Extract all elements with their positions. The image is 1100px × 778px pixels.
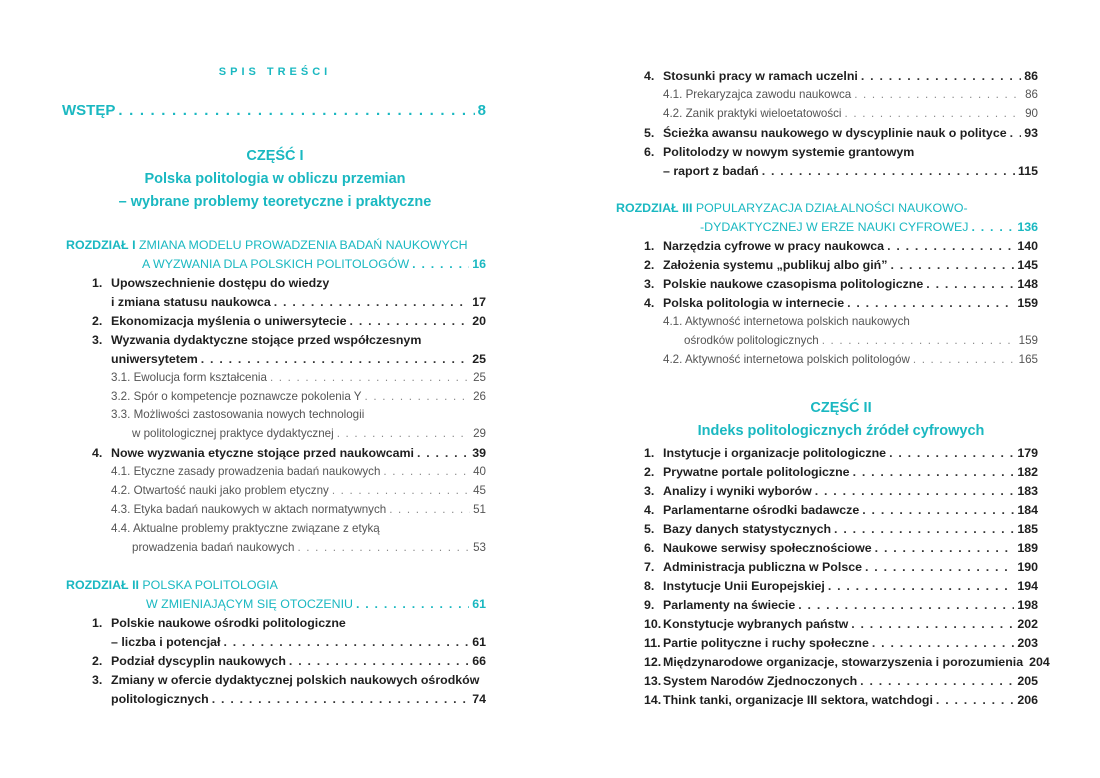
entry-page: 159 <box>1018 334 1038 347</box>
entry-page: 203 <box>1017 636 1038 650</box>
entry-title-line2: – raport z badań <box>663 164 759 178</box>
toc-entry-1-3-1[interactable] <box>111 371 486 384</box>
entry-number: 4. <box>644 296 655 310</box>
entry-title-line2: uniwersytetem <box>111 352 198 366</box>
entry-number: 8. <box>644 579 655 593</box>
entry-number: 3. <box>644 484 655 498</box>
toc-entry-index-7[interactable] <box>644 560 1038 574</box>
dot-leader <box>926 277 1014 291</box>
entry-title-line2: prowadzenia badań naukowych <box>132 541 295 554</box>
entry-number: 4.3. <box>111 503 131 516</box>
entry-number: 3.2. <box>111 390 131 403</box>
entry-page: 93 <box>1024 126 1038 140</box>
dot-leader <box>270 371 470 384</box>
entry-number: 11. <box>644 636 661 650</box>
entry-title: Polskie naukowe czasopisma politologiczne <box>663 277 924 291</box>
entry-page: 86 <box>1024 69 1038 83</box>
dot-leader <box>337 427 470 440</box>
toc-entry-index-4[interactable] <box>644 503 1038 517</box>
dot-leader <box>890 258 1014 272</box>
dot-leader <box>332 484 470 497</box>
toc-entry-index-12[interactable] <box>644 655 1050 669</box>
toc-entry-1-3[interactable] <box>111 352 486 366</box>
entry-title: Instytucje Unii Europejskiej <box>663 579 825 593</box>
part-1-label: CZĘŚĆ I <box>246 148 304 164</box>
entry-page: 115 <box>1018 164 1038 178</box>
entry-page: 159 <box>1017 296 1038 310</box>
entry-title: System Narodów Zjednoczonych <box>663 674 858 688</box>
entry-title: Spór o kompetencje poznawcze pokolenia Y <box>133 390 362 403</box>
toc-entry-1-3-line1[interactable] <box>92 333 421 347</box>
entry-title-line2: ośrodków politologicznych <box>684 334 819 347</box>
dot-leader <box>875 541 1015 555</box>
chapter-1-page: 16 <box>472 257 486 271</box>
dot-leader <box>865 560 1014 574</box>
chapter-1-prefix: ROZDZIAŁ I <box>66 238 136 252</box>
entry-number: 3.1. <box>111 371 131 384</box>
dot-leader <box>847 296 1014 310</box>
entry-number: 3. <box>92 333 103 347</box>
chapter-3-title-line2: -DYDAKTYCZNEJ W ERZE NAUKI CYFROWEJ <box>700 220 969 234</box>
toc-entry-1-4-2[interactable] <box>111 484 486 497</box>
intro-page: 8 <box>477 102 486 119</box>
entry-number: 4.2. <box>111 484 131 497</box>
toc-heading: SPIS TREŚCI <box>218 66 332 78</box>
dot-leader <box>297 541 470 554</box>
entry-page: 148 <box>1017 277 1038 291</box>
dot-leader <box>815 484 1015 498</box>
entry-number: 3. <box>92 673 103 687</box>
toc-entry-index-1[interactable] <box>644 446 1038 460</box>
entry-number: 9. <box>644 598 655 612</box>
entry-page: 45 <box>473 484 486 497</box>
toc-entry-2-4-2[interactable] <box>663 107 1038 120</box>
dot-leader <box>913 353 1016 366</box>
dot-leader <box>1010 126 1022 140</box>
entry-title-line2: politologicznych <box>111 692 209 706</box>
dot-leader <box>854 88 1022 101</box>
toc-entry-2-4-1[interactable] <box>663 88 1038 101</box>
dot-leader <box>762 164 1015 178</box>
toc-entry-3-1[interactable] <box>644 239 1038 253</box>
dot-leader <box>798 598 1014 612</box>
entry-page: 40 <box>473 465 486 478</box>
entry-title: Aktywność internetowa polskich politologów <box>684 353 910 366</box>
part-2-title: Indeks politologicznych źródeł cyfrowych <box>697 423 985 439</box>
dot-leader <box>223 635 469 649</box>
dot-leader <box>350 314 470 328</box>
dot-leader <box>845 107 1023 120</box>
entry-title: Nowe wyzwania etyczne stojące przed naukowcami <box>111 446 414 460</box>
chapter-1-title-line1: ZMIANA MODELU PROWADZENIA BADAŃ NAUKOWYCH <box>138 238 468 252</box>
dot-leader <box>383 465 470 478</box>
toc-entry-1-4-4-line1[interactable] <box>111 522 380 535</box>
entry-number: 4. <box>92 446 103 460</box>
chapter-1-heading-line2[interactable] <box>142 257 486 271</box>
chapter-3-heading[interactable] <box>616 201 968 215</box>
entry-page: 182 <box>1017 465 1038 479</box>
entry-page: 29 <box>473 427 486 440</box>
dot-leader <box>853 465 1015 479</box>
toc-entry-3-2[interactable] <box>644 258 1038 272</box>
part-2-label: CZĘŚĆ II <box>810 400 872 416</box>
toc-entry-3-4-1[interactable] <box>684 334 1038 347</box>
entry-title: Instytucje i organizacje politologiczne <box>663 446 887 460</box>
dot-leader <box>201 352 469 366</box>
entry-page: 39 <box>472 446 486 460</box>
dot-leader <box>356 597 469 611</box>
toc-entry-2-6[interactable] <box>663 164 1038 178</box>
entry-title: Możliwości zastosowania nowych technologii <box>133 408 365 421</box>
entry-title: Parlamentarne ośrodki badawcze <box>663 503 860 517</box>
entry-number: 4.2. <box>663 353 683 366</box>
dot-leader <box>289 654 469 668</box>
toc-entry-2-6-line1[interactable] <box>644 145 914 159</box>
toc-entry-2-3-line1[interactable] <box>92 673 479 687</box>
entry-page: 66 <box>472 654 486 668</box>
entry-number: 2. <box>92 654 103 668</box>
entry-page: 86 <box>1025 88 1038 101</box>
toc-entry-3-3[interactable] <box>644 277 1038 291</box>
entry-number: 2. <box>644 465 655 479</box>
entry-page: 61 <box>472 635 486 649</box>
dot-leader <box>417 446 469 460</box>
dot-leader <box>936 693 1014 707</box>
dot-leader <box>862 503 1014 517</box>
toc-entry-intro[interactable] <box>62 102 486 119</box>
entry-page: 204 <box>1029 655 1050 669</box>
dot-leader <box>212 692 469 706</box>
entry-number: 6. <box>644 541 655 555</box>
part-1-title-line1: Polska politologia w obliczu przemian <box>144 171 406 187</box>
entry-page: 165 <box>1018 353 1038 366</box>
entry-title: Parlamenty na świecie <box>663 598 796 612</box>
toc-entry-1-4-1[interactable] <box>111 465 486 478</box>
entry-page: 206 <box>1017 693 1038 707</box>
entry-title: Analizy i wyniki wyborów <box>663 484 812 498</box>
entry-title: Wyzwania dydaktyczne stojące przed współczesnym <box>111 333 422 347</box>
toc-entry-3-4-2[interactable] <box>663 353 1038 366</box>
entry-number: 5. <box>644 522 655 536</box>
toc-entry-3-4[interactable] <box>644 296 1038 310</box>
entry-title: Ewolucja form kształcenia <box>133 371 267 384</box>
entry-title: Etyka badań naukowych w aktach normatywnych <box>133 503 387 516</box>
entry-page: 74 <box>472 692 486 706</box>
toc-entry-index-11[interactable] <box>644 636 1038 650</box>
dot-leader <box>828 579 1015 593</box>
entry-title: Ekonomizacja myślenia o uniwersytecie <box>111 314 347 328</box>
toc-entry-1-4-3[interactable] <box>111 503 486 516</box>
entry-title: Aktualne problemy praktyczne związane z etyką <box>132 522 380 535</box>
dot-leader <box>412 257 469 271</box>
toc-entry-index-5[interactable] <box>644 522 1038 536</box>
entry-page: 190 <box>1017 560 1038 574</box>
entry-page: 179 <box>1017 446 1038 460</box>
chapter-1-heading[interactable] <box>66 238 468 252</box>
chapter-2-title-line1: POLSKA POLITOLOGIA <box>142 578 278 592</box>
entry-page: 26 <box>473 390 486 403</box>
entry-number: 14. <box>644 693 662 707</box>
toc-entry-index-2[interactable] <box>644 465 1038 479</box>
entry-page: 51 <box>473 503 486 516</box>
toc-entry-index-14[interactable] <box>644 693 1038 707</box>
toc-entry-index-6[interactable] <box>644 541 1038 555</box>
entry-number: 2. <box>644 258 655 272</box>
entry-number: 4.1. <box>663 315 683 328</box>
toc-entry-index-10[interactable] <box>644 617 1038 631</box>
chapter-2-heading[interactable] <box>66 578 278 592</box>
dot-leader <box>365 390 471 403</box>
dot-leader <box>274 295 469 309</box>
toc-entry-2-5[interactable] <box>644 126 1038 140</box>
entry-number: 1. <box>644 239 655 253</box>
toc-entry-1-3-3[interactable] <box>132 427 486 440</box>
entry-number: 6. <box>644 145 655 159</box>
entry-page: 90 <box>1025 107 1038 120</box>
toc-entry-1-1[interactable] <box>111 295 486 309</box>
entry-page: 183 <box>1017 484 1038 498</box>
entry-title: Think tanki, organizacje III sektora, watchdogi <box>663 693 933 707</box>
entry-title-line2: w politologicznej praktyce dydaktycznej <box>132 427 334 440</box>
toc-entry-1-3-2[interactable] <box>111 390 486 403</box>
entry-title: Narzędzia cyfrowe w pracy naukowca <box>663 239 885 253</box>
entry-number: 3.3. <box>111 408 131 421</box>
entry-number: 2. <box>92 314 103 328</box>
toc-entry-1-3-3-line1[interactable] <box>111 408 364 421</box>
entry-page: 194 <box>1017 579 1038 593</box>
toc-entry-2-3[interactable] <box>111 692 486 706</box>
entry-number: 13. <box>644 674 662 688</box>
entry-page: 205 <box>1017 674 1038 688</box>
entry-title: Podział dyscyplin naukowych <box>111 654 286 668</box>
entry-title: Zmiany w ofercie dydaktycznej polskich naukowych ośrodków <box>111 673 480 687</box>
entry-title: Ścieżka awansu naukowego w dyscyplinie nauk o polityce <box>663 126 1007 140</box>
entry-title: Polska politologia w internecie <box>663 296 845 310</box>
entry-title: Prekaryzajca zawodu naukowca <box>685 88 852 101</box>
entry-title: Stosunki pracy w ramach uczelni <box>663 69 858 83</box>
entry-page: 17 <box>472 295 486 309</box>
chapter-1-title-line2: A WYZWANIA DLA POLSKICH POLITOLOGÓW <box>142 257 410 271</box>
chapter-3-page: 136 <box>1017 220 1038 234</box>
entry-title: Bazy danych statystycznych <box>663 522 832 536</box>
entry-title: Prywatne portale politologiczne <box>663 465 850 479</box>
toc-entry-1-1-line1[interactable] <box>92 276 329 290</box>
entry-page: 189 <box>1017 541 1038 555</box>
entry-page: 198 <box>1017 598 1038 612</box>
chapter-3-prefix: ROZDZIAŁ III <box>616 201 693 215</box>
entry-number: 7. <box>644 560 655 574</box>
toc-entry-3-4-1-line1[interactable] <box>663 315 910 328</box>
toc-entry-1-4[interactable] <box>92 446 486 460</box>
entry-page: 20 <box>472 314 486 328</box>
dot-leader <box>889 446 1014 460</box>
entry-title: Konstytucje wybranych państw <box>663 617 849 631</box>
dot-leader <box>861 69 1021 83</box>
chapter-3-heading-line2[interactable] <box>700 220 1038 234</box>
entry-number: 5. <box>644 126 655 140</box>
toc-entry-1-2[interactable] <box>92 314 486 328</box>
dot-leader <box>887 239 1014 253</box>
entry-title: Naukowe serwisy społecznościowe <box>663 541 872 555</box>
entry-page: 25 <box>473 371 486 384</box>
dot-leader <box>834 522 1014 536</box>
toc-entry-index-13[interactable] <box>644 674 1038 688</box>
toc-entry-2-2[interactable] <box>92 654 486 668</box>
entry-page: 185 <box>1017 522 1038 536</box>
toc-entry-1-4-4[interactable] <box>132 541 486 554</box>
toc-entry-2-1-line1[interactable] <box>92 616 346 630</box>
entry-number: 4.4. <box>111 522 131 535</box>
entry-page: 53 <box>473 541 486 554</box>
entry-number: 4. <box>644 503 655 517</box>
entry-number: 3. <box>644 277 655 291</box>
entry-title: Upowszechnienie dostępu do wiedzy <box>111 276 330 290</box>
part-1-title-line2: – wybrane problemy teoretyczne i praktyczne <box>118 194 432 210</box>
toc-entry-2-4[interactable] <box>644 69 1038 83</box>
entry-number: 1. <box>92 276 103 290</box>
chapter-2-title-line2: W ZMIENIAJĄCYM SIĘ OTOCZENIU <box>146 597 353 611</box>
entry-title: Partie polityczne i ruchy społeczne <box>663 636 869 650</box>
entry-number: 4.1. <box>663 88 683 101</box>
entry-page: 140 <box>1017 239 1038 253</box>
intro-label: WSTĘP <box>62 102 116 119</box>
dot-leader <box>851 617 1014 631</box>
entry-page: 25 <box>472 352 486 366</box>
entry-page: 202 <box>1017 617 1038 631</box>
entry-number: 10. <box>644 617 662 631</box>
dot-leader <box>389 503 470 516</box>
dot-leader <box>822 334 1016 347</box>
entry-title: Zanik praktyki wieloetatowości <box>685 107 842 120</box>
toc-entry-index-3[interactable] <box>644 484 1038 498</box>
entry-number: 1. <box>92 616 103 630</box>
entry-title: Polskie naukowe ośrodki politologiczne <box>111 616 346 630</box>
toc-entry-index-9[interactable] <box>644 598 1038 612</box>
chapter-2-heading-line2[interactable] <box>146 597 486 611</box>
entry-title: Administracja publiczna w Polsce <box>663 560 862 574</box>
entry-page: 145 <box>1017 258 1038 272</box>
entry-number: 4.2. <box>663 107 683 120</box>
chapter-2-page: 61 <box>472 597 486 611</box>
dot-leader <box>118 102 474 119</box>
entry-title: Międzynarodowe organizacje, stowarzyszenia i porozumienia <box>663 655 1024 669</box>
dot-leader <box>860 674 1014 688</box>
chapter-3-title-line1: POPULARYZACJA DZIAŁALNOŚCI NAUKOWO- <box>695 201 968 215</box>
entry-number: 1. <box>644 446 655 460</box>
entry-page: 184 <box>1017 503 1038 517</box>
entry-number: 12. <box>644 655 662 669</box>
dot-leader <box>872 636 1014 650</box>
entry-title: Politolodzy w nowym systemie grantowym <box>663 145 915 159</box>
toc-entry-2-1[interactable] <box>111 635 486 649</box>
entry-title: Etyczne zasady prowadzenia badań naukowych <box>133 465 381 478</box>
entry-title: Założenia systemu „publikuj albo giń” <box>663 258 888 272</box>
entry-title-line2: – liczba i potencjał <box>111 635 221 649</box>
entry-title: Otwartość nauki jako problem etyczny <box>133 484 329 497</box>
toc-entry-index-8[interactable] <box>644 579 1038 593</box>
dot-leader <box>971 220 1014 234</box>
entry-number: 4.1. <box>111 465 131 478</box>
entry-title: Aktywność internetowa polskich naukowych <box>684 315 910 328</box>
chapter-2-prefix: ROZDZIAŁ II <box>66 578 139 592</box>
entry-number: 4. <box>644 69 655 83</box>
entry-title-line2: i zmiana statusu naukowca <box>111 295 271 309</box>
